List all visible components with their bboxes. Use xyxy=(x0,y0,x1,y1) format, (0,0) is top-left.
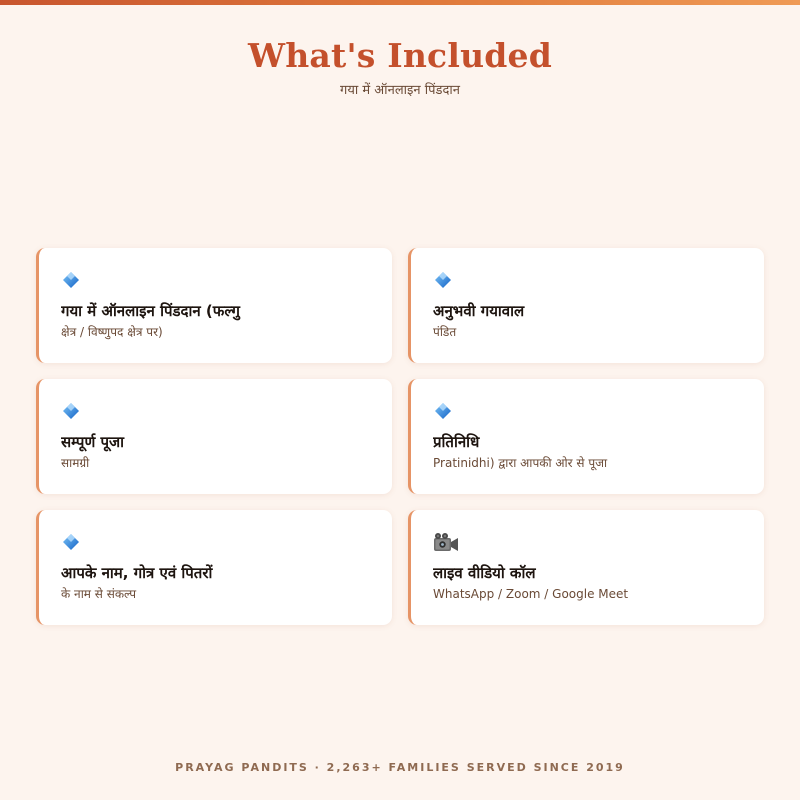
blue-diamond-icon xyxy=(61,270,372,294)
card-title: अनुभवी गयावाल xyxy=(433,302,525,320)
included-item-card xyxy=(408,379,764,494)
included-item-card xyxy=(408,510,764,625)
included-item-card xyxy=(36,379,392,494)
page-title: What's Included xyxy=(247,36,553,75)
card-title: सम्पूर्ण पूजा xyxy=(61,433,125,451)
header xyxy=(0,34,800,100)
card-title: लाइव वीडियो कॉल xyxy=(433,564,536,582)
blue-diamond-icon xyxy=(61,532,372,556)
included-item-card xyxy=(36,248,392,363)
card-description: पंडित xyxy=(433,325,457,339)
card-description: Pratinidhi) द्वारा आपकी ओर से पूजा xyxy=(433,456,608,470)
blue-diamond-icon xyxy=(61,401,372,425)
card-description: के नाम से संकल्प xyxy=(61,587,137,601)
card-title: प्रतिनिधि xyxy=(433,433,480,451)
included-items-grid xyxy=(36,248,764,625)
included-item-card xyxy=(408,248,764,363)
included-item-card xyxy=(36,510,392,625)
card-description: WhatsApp / Zoom / Google Meet xyxy=(433,587,629,601)
card-title: गया में ऑनलाइन पिंडदान (फल्गु xyxy=(61,302,240,320)
card-title: आपके नाम, गोत्र एवं पितरों xyxy=(61,564,213,582)
card-description: सामग्री xyxy=(61,456,90,470)
top-accent-bar xyxy=(0,0,800,5)
footer-tagline: PRAYAG PANDITS · 2,263+ FAMILIES SERVED SINCE 2019 xyxy=(175,761,625,774)
page-subtitle: गया में ऑनलाइन पिंडदान xyxy=(340,83,460,98)
video-camera-icon xyxy=(433,532,744,556)
card-description: क्षेत्र / विष्णुपद क्षेत्र पर) xyxy=(61,325,163,339)
blue-diamond-icon xyxy=(433,401,744,425)
blue-diamond-icon xyxy=(433,270,744,294)
